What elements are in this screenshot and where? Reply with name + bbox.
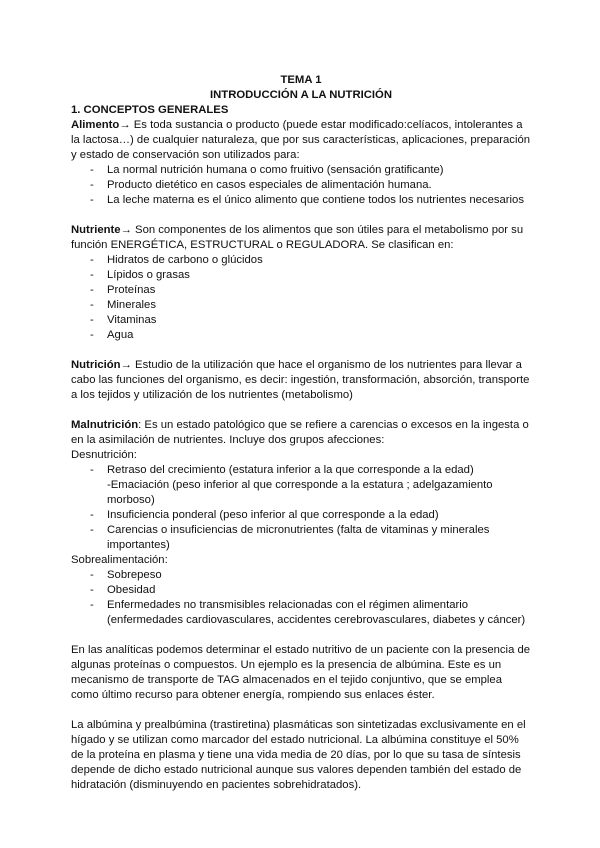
list-item: - Insuficiencia ponderal (peso inferior al que corresponde a la edad) xyxy=(71,508,531,523)
list-item-text: Retraso del crecimiento (estatura inferior a la que corresponde a la edad) xyxy=(107,464,474,476)
list-item: - Hidratos de carbono o glúcidos xyxy=(71,253,531,268)
list-subitem-text: -Emaciación (peso inferior al que corresponde a la estatura ; adelgazamiento morboso) xyxy=(107,479,493,506)
nutriente-term: Nutriente xyxy=(71,224,121,236)
malnutricion-definition xyxy=(71,418,531,448)
list-item: - Carencias o insuficiencias de micronutrientes (falta de vitaminas y minerales importantes) xyxy=(71,523,531,553)
list-item: - Producto dietético en casos especiales de alimentación humana. xyxy=(71,178,531,193)
list-item: - La leche materna es el único alimento que contiene todos los nutrientes necesarios xyxy=(71,193,531,208)
section-heading: 1. CONCEPTOS GENERALES xyxy=(71,104,229,116)
sobrealimentacion-list xyxy=(71,568,531,628)
document-content xyxy=(71,73,531,793)
desnutricion-label: Desnutrición: xyxy=(71,449,137,461)
list-item: - Enfermedades no transmisibles relacionadas con el régimen alimentario (enfermedades cardiovasculares, accidentes cerebrovasculares, diabetes y cáncer) xyxy=(71,598,531,628)
alimento-term: Alimento xyxy=(71,119,120,131)
list-item: - La normal nutrición humana o como fruitivo (sensación gratificante) xyxy=(71,163,531,178)
list-item xyxy=(71,463,531,508)
list-item: - Sobrepeso xyxy=(71,568,531,583)
nutricion-definition xyxy=(71,358,531,403)
paragraph-analiticas: En las analíticas podemos determinar el estado nutritivo de un paciente con la presencia de algunas proteínas o compuestos. Un ejemplo es la presencia de albúmina. Este es un mecanismo de transporte de TAG almacenados en el tejido conjuntivo, que se emplea como último recurso para obtener energía, rompiendo sus enlaces éster. xyxy=(71,644,531,701)
malnutricion-text: : Es un estado patológico que se refiere a carencias o excesos en la ingesta o en la asimilación de nutrientes. Incluye dos grupos afecciones: xyxy=(71,419,529,446)
list-item: - Minerales xyxy=(71,298,531,313)
alimento-definition xyxy=(71,118,531,163)
nutricion-term: Nutrición xyxy=(71,359,121,371)
nutriente-definition xyxy=(71,223,531,253)
list-item: - Vitaminas xyxy=(71,313,531,328)
nutriente-text: → Son componentes de los alimentos que son útiles para el metabolismo por su función ENERGÉTICA, ESTRUCTURAL o REGULADORA. Se clasifican en: xyxy=(71,224,524,251)
list-item: - Proteínas xyxy=(71,283,531,298)
malnutricion-term: Malnutrición xyxy=(71,419,139,431)
tema-title: TEMA 1 xyxy=(280,74,322,86)
tema-subtitle: INTRODUCCIÓN A LA NUTRICIÓN xyxy=(210,89,392,101)
alimento-text: → Es toda sustancia o producto (puede estar modificado:celíacos, intolerantes a la lactosa…) de cualquier naturaleza, que por sus características, aplicaciones, preparación y estado de conservación son utilizados para: xyxy=(71,119,531,161)
nutricion-text: → Estudio de la utilización que hace el organismo de los nutrientes para llevar a cabo las funciones del organismo, es decir: ingestión, transformación, absorción, transporte a los tejidos y utilización de los nutrientes (metabolismo) xyxy=(71,359,530,401)
list-item: - Obesidad xyxy=(71,583,531,598)
list-item: - Lípidos o grasas xyxy=(71,268,531,283)
desnutricion-list xyxy=(71,463,531,553)
list-item: - Agua xyxy=(71,328,531,343)
sobrealimentacion-label: Sobrealimentación: xyxy=(71,554,168,566)
alimento-list xyxy=(71,163,531,208)
paragraph-albumina: La albúmina y prealbúmina (trastiretina) plasmáticas son sintetizadas exclusivamente en el hígado y se utilizan como marcador del estado nutricional. La albúmina constituye el 50% de la proteína en plasma y tiene una vida media de 20 días, por lo que su tasa de síntesis depende de dicho estado nutricional aunque sus valores dependen también del estado de hidratación (disminuyendo en pacientes sobrehidratados). xyxy=(71,719,526,791)
nutriente-list xyxy=(71,253,531,343)
